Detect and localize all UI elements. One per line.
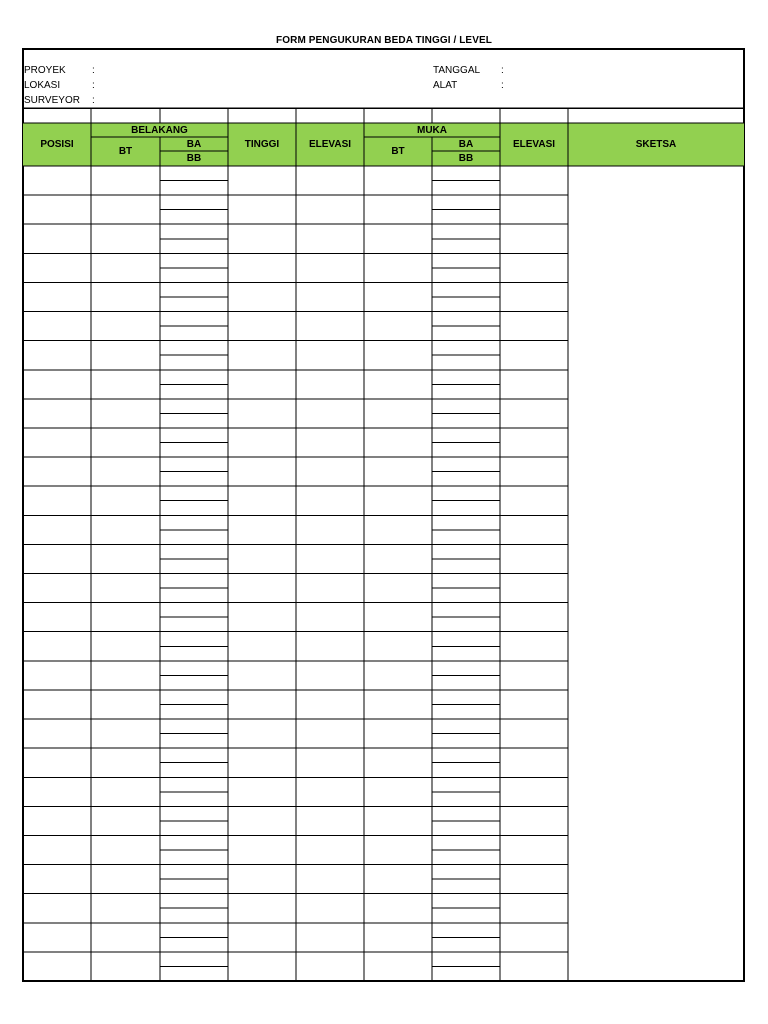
field-tanggal-colon: : — [501, 65, 504, 76]
field-alat-colon: : — [501, 80, 504, 91]
field-alat-label: ALAT — [433, 80, 458, 91]
field-lokasi-label: LOKASI — [24, 80, 61, 91]
header-muka: MUKA — [417, 124, 447, 136]
field-tanggal-label: TANGGAL — [433, 65, 481, 76]
header-elevasi-2: ELEVASI — [512, 139, 556, 150]
header-belakang-bb: BB — [186, 153, 202, 164]
field-lokasi-colon: : — [92, 80, 95, 91]
header-sketsa: SKETSA — [635, 139, 677, 150]
header-muka-ba: BA — [458, 138, 474, 150]
header-belakang-bt: BT — [118, 146, 133, 157]
header-tinggi: TINGGI — [244, 139, 280, 150]
field-proyek-colon: : — [92, 65, 95, 76]
header-muka-bb: BB — [458, 153, 474, 164]
header-muka-bt: BT — [391, 146, 405, 157]
field-proyek-label: PROYEK — [24, 65, 66, 76]
header-elevasi-1: ELEVASI — [308, 139, 352, 150]
header-belakang-ba: BA — [186, 138, 202, 150]
field-surveyor-colon: : — [92, 95, 95, 106]
field-surveyor-label: SURVEYOR — [24, 95, 80, 106]
header-belakang: BELAKANG — [131, 124, 188, 136]
form-title: FORM PENGUKURAN BEDA TINGGI / LEVEL — [276, 35, 492, 46]
header-posisi: POSISI — [40, 139, 74, 150]
